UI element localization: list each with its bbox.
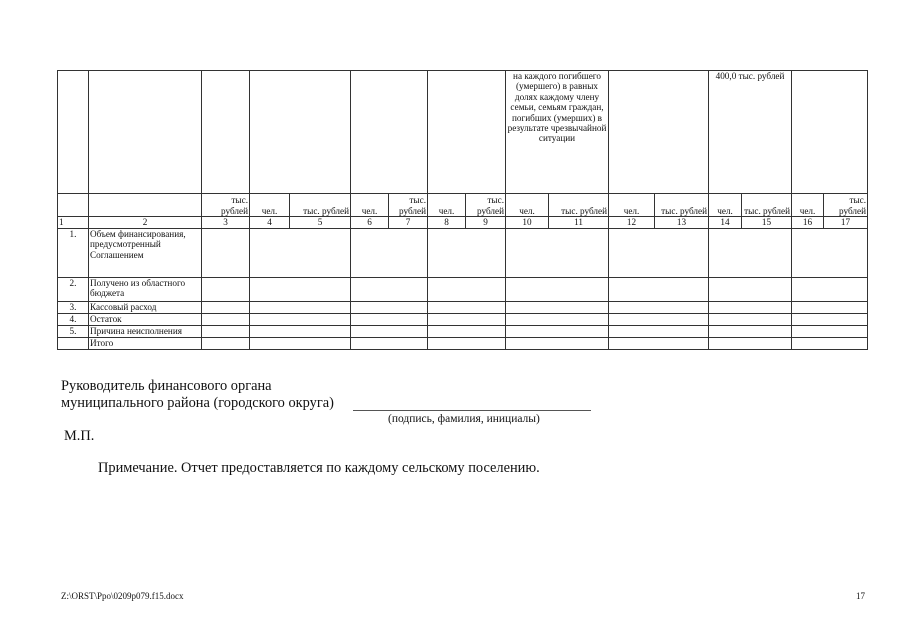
header-cell	[202, 71, 250, 194]
units-cell: тыс. рублей	[742, 194, 792, 217]
table-row-total	[58, 338, 868, 350]
column-number: 11	[549, 217, 609, 229]
note-text: Примечание. Отчет предоставляется по каждому сельскому поселению.	[98, 460, 540, 476]
table-cell	[709, 302, 792, 314]
units-cell: чел.	[792, 194, 824, 217]
column-number: 7	[389, 217, 428, 229]
row-number	[58, 338, 89, 350]
header-cell	[351, 71, 428, 194]
column-number-row	[58, 217, 868, 229]
table-row	[58, 326, 868, 338]
table-cell	[609, 338, 709, 350]
table-cell	[609, 314, 709, 326]
table-cell	[250, 278, 351, 302]
column-number: 8	[428, 217, 466, 229]
stamp-label: М.П.	[64, 428, 95, 444]
column-number: 5	[290, 217, 351, 229]
table-cell	[202, 314, 250, 326]
units-cell: тыс. рублей	[389, 194, 428, 217]
header-cell-amount: 400,0 тыс. рублей	[709, 71, 792, 194]
units-cell: чел.	[609, 194, 655, 217]
table-cell	[351, 338, 428, 350]
header-cell	[250, 71, 351, 194]
table-cell	[506, 314, 609, 326]
units-cell: тыс. рублей	[466, 194, 506, 217]
table-cell	[792, 326, 868, 338]
signature-hint: (подпись, фамилия, инициалы)	[388, 413, 540, 425]
table-cell	[428, 326, 506, 338]
column-number: 4	[250, 217, 290, 229]
units-cell: чел.	[250, 194, 290, 217]
table-cell	[709, 229, 792, 278]
row-number: 2.	[58, 278, 89, 302]
table-cell	[709, 314, 792, 326]
row-label: Кассовый расход	[89, 302, 202, 314]
table-cell	[506, 278, 609, 302]
table-cell	[792, 314, 868, 326]
report-table	[57, 70, 868, 350]
table-cell	[202, 229, 250, 278]
column-number: 2	[89, 217, 202, 229]
header-cell	[428, 71, 506, 194]
table-cell	[709, 338, 792, 350]
table-cell	[351, 302, 428, 314]
table-cell	[202, 338, 250, 350]
table-cell	[609, 302, 709, 314]
table-cell	[351, 326, 428, 338]
row-number: 3.	[58, 302, 89, 314]
column-number: 6	[351, 217, 389, 229]
table-cell	[609, 326, 709, 338]
units-cell: тыс. рублей	[549, 194, 609, 217]
table-cell	[351, 278, 428, 302]
table-cell	[202, 278, 250, 302]
row-label: Итого	[89, 338, 202, 350]
table-cell	[428, 338, 506, 350]
units-cell: тыс. рублей	[290, 194, 351, 217]
units-cell	[58, 194, 89, 217]
table-cell	[792, 302, 868, 314]
column-number: 10	[506, 217, 549, 229]
table-row	[58, 314, 868, 326]
table-cell	[792, 338, 868, 350]
column-number: 3	[202, 217, 250, 229]
units-cell: чел.	[428, 194, 466, 217]
table-cell	[250, 229, 351, 278]
column-number: 1	[58, 217, 89, 229]
table-cell	[506, 302, 609, 314]
table-cell	[250, 326, 351, 338]
table-cell	[506, 338, 609, 350]
footer-file-path: Z:\ORST\Ppo\0209p079.f15.docx	[61, 591, 184, 601]
table-cell	[202, 326, 250, 338]
header-cell	[89, 71, 202, 194]
row-number: 4.	[58, 314, 89, 326]
table-row	[58, 302, 868, 314]
signature-title-line1: Руководитель финансового органа	[61, 378, 272, 394]
header-cell	[609, 71, 709, 194]
units-cell: чел.	[506, 194, 549, 217]
table-cell	[792, 229, 868, 278]
table-cell	[250, 314, 351, 326]
table-cell	[250, 338, 351, 350]
row-number: 5.	[58, 326, 89, 338]
table-cell	[351, 314, 428, 326]
column-number: 12	[609, 217, 655, 229]
table-cell	[609, 278, 709, 302]
row-label: Объем финансирования, предусмотренный Соглашением	[89, 229, 202, 278]
table-cell	[351, 229, 428, 278]
table-cell	[609, 229, 709, 278]
row-label: Получено из областного бюджета	[89, 278, 202, 302]
units-cell: тыс. рублей	[824, 194, 868, 217]
units-cell: тыс. рублей	[655, 194, 709, 217]
table-cell	[709, 326, 792, 338]
table-cell	[792, 278, 868, 302]
table-cell	[506, 229, 609, 278]
table-cell	[428, 278, 506, 302]
column-number: 13	[655, 217, 709, 229]
units-cell: чел.	[351, 194, 389, 217]
signature-title-line2: муниципального района (городского округа)	[61, 395, 334, 411]
row-label: Причина неисполнения	[89, 326, 202, 338]
column-number: 17	[824, 217, 868, 229]
table-cell	[428, 302, 506, 314]
column-number: 9	[466, 217, 506, 229]
table-cell	[428, 229, 506, 278]
units-cell: тыс. рублей	[202, 194, 250, 217]
table-cell	[202, 302, 250, 314]
column-number: 16	[792, 217, 824, 229]
units-cell: чел.	[709, 194, 742, 217]
header-cell-deceased-payment: на каждого погибшего (умершего) в равных долях каждому члену семьи, семьям граждан, погибших (умерших) в результате чрезвычайной ситуации	[506, 71, 609, 194]
signature-line	[353, 410, 591, 411]
header-row	[58, 71, 868, 194]
column-number: 15	[742, 217, 792, 229]
table-cell	[506, 326, 609, 338]
header-cell	[792, 71, 868, 194]
column-number: 14	[709, 217, 742, 229]
page-number: 17	[856, 591, 865, 601]
row-number: 1.	[58, 229, 89, 278]
table-row	[58, 229, 868, 278]
table-cell	[428, 314, 506, 326]
table-row	[58, 278, 868, 302]
table-cell	[250, 302, 351, 314]
table-cell	[709, 278, 792, 302]
units-row	[58, 194, 868, 217]
row-label: Остаток	[89, 314, 202, 326]
header-cell	[58, 71, 89, 194]
units-cell	[89, 194, 202, 217]
